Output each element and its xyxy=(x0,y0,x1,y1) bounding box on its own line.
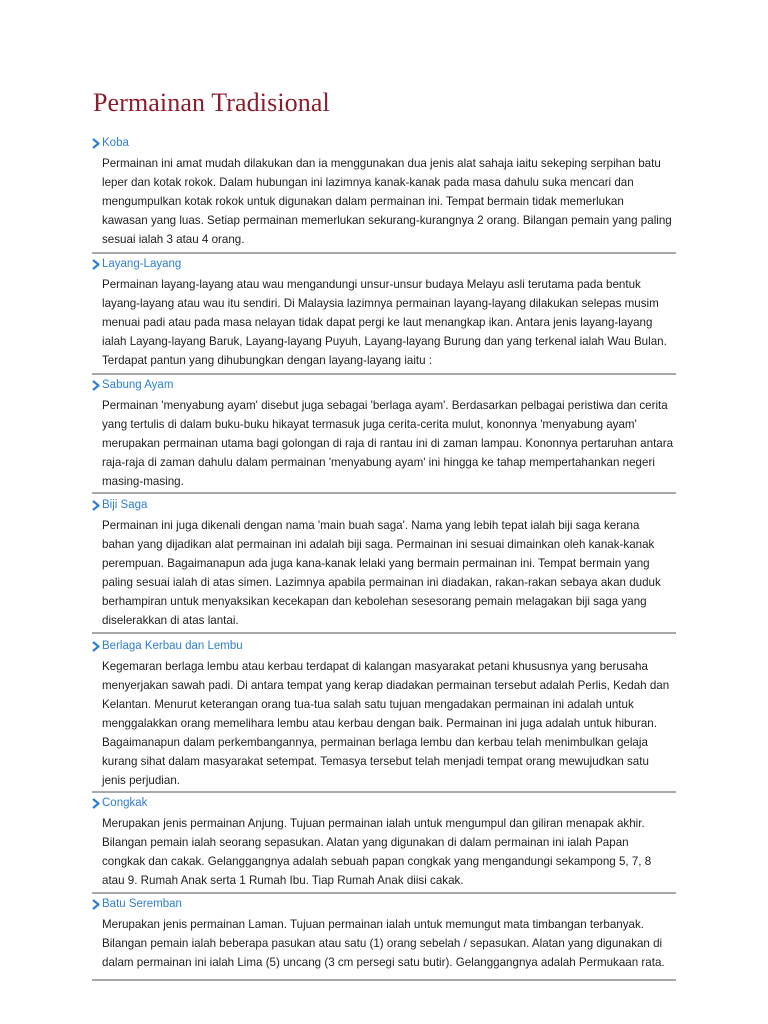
body-line: bahan yang dijadikan alat permainan ini adalah biji saga. Permainan ini sesuai dimainkan oleh kanak-kanak xyxy=(102,538,655,551)
section-header xyxy=(92,376,676,396)
section-body xyxy=(92,275,676,370)
section-header xyxy=(92,637,676,657)
page-title: Permainan Tradisional xyxy=(93,88,330,117)
body-line: layang-layang atau wau itu sendiri. Di Malaysia lazimnya permainan layang-layang dilakukan selepas musim xyxy=(102,297,659,310)
body-line: menyerjakan sawah padi. Di antara tempat yang kerap diadakan permainan tersebut adalah Perlis, Kedah dan xyxy=(102,679,670,692)
chevron-right-icon xyxy=(92,899,100,910)
chevron-right-icon xyxy=(92,380,100,391)
section-body xyxy=(92,396,676,491)
body-line: congkak dan cakak. Gelanggangnya adalah sebuah papan congkak yang mengandungi sekampong 5, 7, 8 xyxy=(102,855,652,868)
section-link-batu-seremban[interactable]: Batu Seremban xyxy=(102,898,182,910)
section-link-sabung-ayam[interactable]: Sabung Ayam xyxy=(102,379,174,391)
body-line: Bilangan pemain ialah seorang sepasukan. Alatan yang digunakan di dalam permainan ini ialah Papan xyxy=(102,836,629,849)
body-line: sesuai ialah 3 atau 4 orang. xyxy=(102,233,245,246)
body-line: Merupakan jenis permainan Laman. Tujuan permainan ialah untuk memungut mata timbangan terbanyak. xyxy=(102,918,645,931)
body-line: dalam permainan ini ialah Lima (5) uncang (3 cm persegi satu butir). Gelanggangnya adalah Permukaan rata. xyxy=(102,956,665,969)
body-line: merupakan permainan utama bagi golongan di raja di rantau ini di zaman lampau. Kononnya pertaruhan antara xyxy=(102,437,674,450)
section-biji-saga xyxy=(92,496,676,630)
section-sabung-ayam xyxy=(92,376,676,491)
chevron-right-icon xyxy=(92,138,100,149)
section-divider xyxy=(92,979,676,981)
section-divider xyxy=(92,632,676,634)
body-line: masing-masing. xyxy=(102,475,184,488)
section-link-layang-layang[interactable]: Layang-Layang xyxy=(102,258,182,270)
body-line: Permainan ini amat mudah dilakukan dan ia menggunakan dua jenis alat sahaja iaitu sekeping serpihan batu xyxy=(102,157,661,170)
body-line: ialah Layang-layang Baruk, Layang-layang Puyuh, Layang-layang Burung dan yang terkenal ialah Wau Bulan. xyxy=(102,335,667,348)
section-link-congkak[interactable]: Congkak xyxy=(102,797,148,809)
section-divider xyxy=(92,373,676,375)
body-line: Bagaimanapun dalam perkembangannya, permainan berlaga lembu dan kerbau telah menimbulkan gelaja xyxy=(102,736,648,749)
section-link-biji-saga[interactable]: Biji Saga xyxy=(102,499,148,511)
section-header xyxy=(92,496,676,516)
body-line: menggalakkan orang memelihara lembu atau kerbau dengan baik. Permainan ini juga adalah untuk hiburan. xyxy=(102,717,657,730)
section-batu-seremban xyxy=(92,895,676,972)
body-line: kurang sihat dalam masyarakat setempat. Temasya tersebut telah menjadi tempat orang mewujudkan satu xyxy=(102,755,649,768)
body-line: leper dan kotak rokok. Dalam hubungan ini lazimnya kanak-kanak pada masa dahulu suka mencari dan xyxy=(102,176,634,189)
body-line: diselerakkan di atas lantai. xyxy=(102,614,239,627)
section-koba xyxy=(92,134,676,249)
chevron-right-icon xyxy=(92,798,100,809)
section-congkak xyxy=(92,794,676,890)
chevron-right-icon xyxy=(92,500,100,511)
body-line: menuai padi atau pada masa nelayan tidak dapat pergi ke laut menangkap ikan. Antara jenis layang-layang xyxy=(102,316,653,329)
section-divider xyxy=(92,892,676,894)
body-line: raja-raja di zaman dahulu dalam permainan 'menyabung ayam' ini hingga ke tahap mempertahankan negeri xyxy=(102,456,655,469)
body-line: perempuan. Bagaimanapun ada juga kana-kanak lelaki yang bermain permainan ini. Tempat bermain yang xyxy=(102,557,650,570)
body-line: Merupakan jenis permainan Anjung. Tujuan permainan ialah untuk mengumpul dan giliran menapak akhir. xyxy=(102,817,645,830)
body-line: Permainan ini juga dikenali dengan nama 'main buah saga'. Nama yang lebih tepat ialah biji saga kerana xyxy=(102,519,640,532)
section-body xyxy=(92,154,676,249)
body-line: mengumpulkan kotak rokok untuk digunakan dalam permainan ini. Tempat bermain tidak memerlukan xyxy=(102,195,624,208)
section-body xyxy=(92,657,676,790)
section-layang-layang xyxy=(92,255,676,370)
section-divider xyxy=(92,492,676,494)
chevron-right-icon xyxy=(92,259,100,270)
section-header xyxy=(92,794,676,814)
section-header xyxy=(92,895,676,915)
chevron-right-icon xyxy=(92,641,100,652)
section-body xyxy=(92,915,676,972)
section-divider xyxy=(92,791,676,793)
body-line: paling sesuai ialah di atas simen. Lazimnya apabila permainan ini diadakan, rakan-rakan sebaya akan duduk xyxy=(102,576,661,589)
section-body xyxy=(92,516,676,630)
section-link-berlaga-kerbau-dan-lembu[interactable]: Berlaga Kerbau dan Lembu xyxy=(102,640,243,652)
section-header xyxy=(92,134,676,154)
body-line: yang tertulis di dalam buku-buku hikayat termasuk juga cerita-cerita mulut, kononnya 'menyabung ayam' xyxy=(102,418,637,431)
section-berlaga-kerbau-dan-lembu xyxy=(92,637,676,790)
body-line: kawasan yang luas. Setiap permainan memerlukan sekurang-kurangnya 2 orang. Bilangan pemain yang paling xyxy=(102,214,672,227)
section-link-koba[interactable]: Koba xyxy=(102,137,129,149)
body-line: jenis perjudian. xyxy=(102,774,180,787)
body-line: Kegemaran berlaga lembu atau kerbau terdapat di kalangan masyarakat petani khususnya yang berusaha xyxy=(102,660,648,673)
body-line: Permainan layang-layang atau wau mengandungi unsur-unsur budaya Melayu asli terutama pada bentuk xyxy=(102,278,641,291)
body-line: Terdapat pantun yang dihubungkan dengan layang-layang iaitu : xyxy=(102,354,433,367)
body-line: berhampiran untuk menyaksikan kecekapan dan kebolehan sesesorang pemain melagakan biji saga yang xyxy=(102,595,647,608)
body-line: Permainan 'menyabung ayam' disebut juga sebagai 'berlaga ayam'. Berdasarkan pelbagai peristiwa dan cerita xyxy=(102,399,668,412)
body-line: Bilangan pemain ialah beberapa pasukan atau satu (1) orang sebelah / sepasukan. Alatan yang digunakan di xyxy=(102,937,663,950)
section-header xyxy=(92,255,676,275)
section-divider xyxy=(92,252,676,254)
section-body xyxy=(92,814,676,890)
body-line: Kelantan. Menurut keterangan orang tua-tua salah satu tujuan mengadakan permainan ini adalah untuk xyxy=(102,698,634,711)
body-line: atau 9. Rumah Anak serta 1 Rumah Ibu. Tiap Rumah Anak diisi cakak. xyxy=(102,874,464,887)
